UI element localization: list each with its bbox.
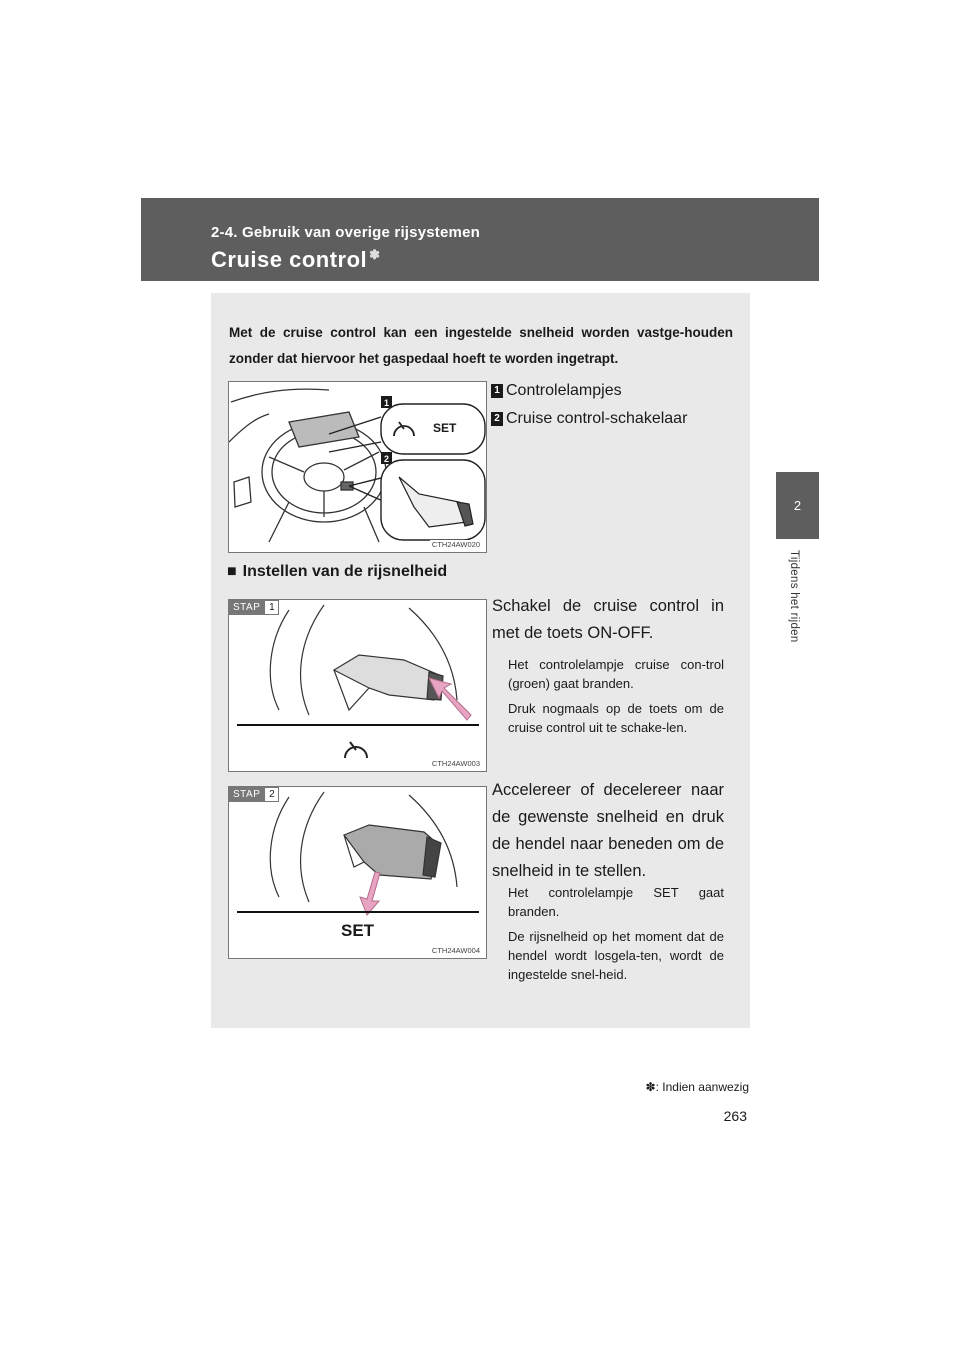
overview-figure [228, 381, 487, 553]
legend-label: Cruise control-schakelaar [506, 410, 688, 427]
legend-badge: 2 [491, 412, 503, 426]
legend-item-indicators [491, 377, 687, 405]
callout-set-label: SET [433, 421, 457, 435]
figure-code: CTH24AW004 [431, 946, 480, 955]
step-2-note-1: Het controlelampje SET gaat branden. [508, 885, 724, 919]
subheading [227, 563, 447, 581]
chapter-tab [776, 472, 819, 539]
step-2-note-2: De rijsnelheid op het moment dat de hendel wordt losgela-ten, wordt de ingestelde snel-heid. [508, 929, 724, 982]
page-number: 263 [723, 1108, 747, 1124]
stap-number: 2 [264, 787, 279, 802]
page-title [211, 247, 381, 273]
step-1-note-2: Druk nogmaals op de toets om de cruise control uit te schake-len. [508, 701, 724, 735]
title-footnote-mark: ✽ [369, 247, 381, 262]
page-header [141, 198, 819, 281]
lever-on-off-illustration [229, 600, 487, 772]
cruise-indicator-icon [345, 742, 367, 758]
legend-badge: 1 [491, 384, 503, 398]
dashboard-illustration [229, 382, 487, 553]
step-2-figure [228, 786, 487, 959]
figure-code: CTH24AW003 [431, 759, 480, 768]
step-1-note-1: Het controlelampje cruise con-trol (groen) gaat branden. [508, 657, 724, 691]
stap-label: STAP [229, 787, 264, 802]
section-label: 2-4. Gebruik van overige rijsystemen [211, 224, 480, 241]
figure-code: CTH24AW020 [431, 540, 480, 549]
step-2-text: Accelereer of decelereer naar de gewenste snelheid en druk de hendel naar beneden om de snelheid in te stellen. [492, 781, 724, 880]
step-1-badge [229, 600, 279, 615]
subheading-bullet: ■ [227, 563, 237, 580]
legend-label: Controlelampjes [506, 382, 622, 399]
legend-item-switch [491, 405, 687, 433]
set-indicator: SET [341, 921, 375, 940]
intro-paragraph: Met de cruise control kan een ingestelde snelheid worden vastge-houden zonder dat hiervoor het gaspedaal hoeft te worden ingetrapt. [229, 325, 733, 366]
content-panel [211, 293, 750, 1028]
figure-legend [491, 377, 687, 433]
step-1-text: Schakel de cruise control in met de toets ON-OFF. [492, 597, 724, 642]
step-2-badge [229, 787, 279, 802]
svg-text:1: 1 [383, 398, 390, 408]
subheading-text: Instellen van de rijsnelheid [242, 563, 448, 580]
chapter-number: 2 [793, 498, 802, 513]
stap-number: 1 [264, 600, 279, 615]
page-title-text: Cruise control [211, 247, 368, 272]
push-down-arrow-icon [360, 872, 380, 915]
stap-label: STAP [229, 600, 264, 615]
chapter-title: Tijdens het rijden [788, 550, 800, 643]
step-1-figure [228, 599, 487, 772]
footnote: ✽: Indien aanwezig [645, 1080, 749, 1094]
svg-text:2: 2 [383, 454, 390, 464]
